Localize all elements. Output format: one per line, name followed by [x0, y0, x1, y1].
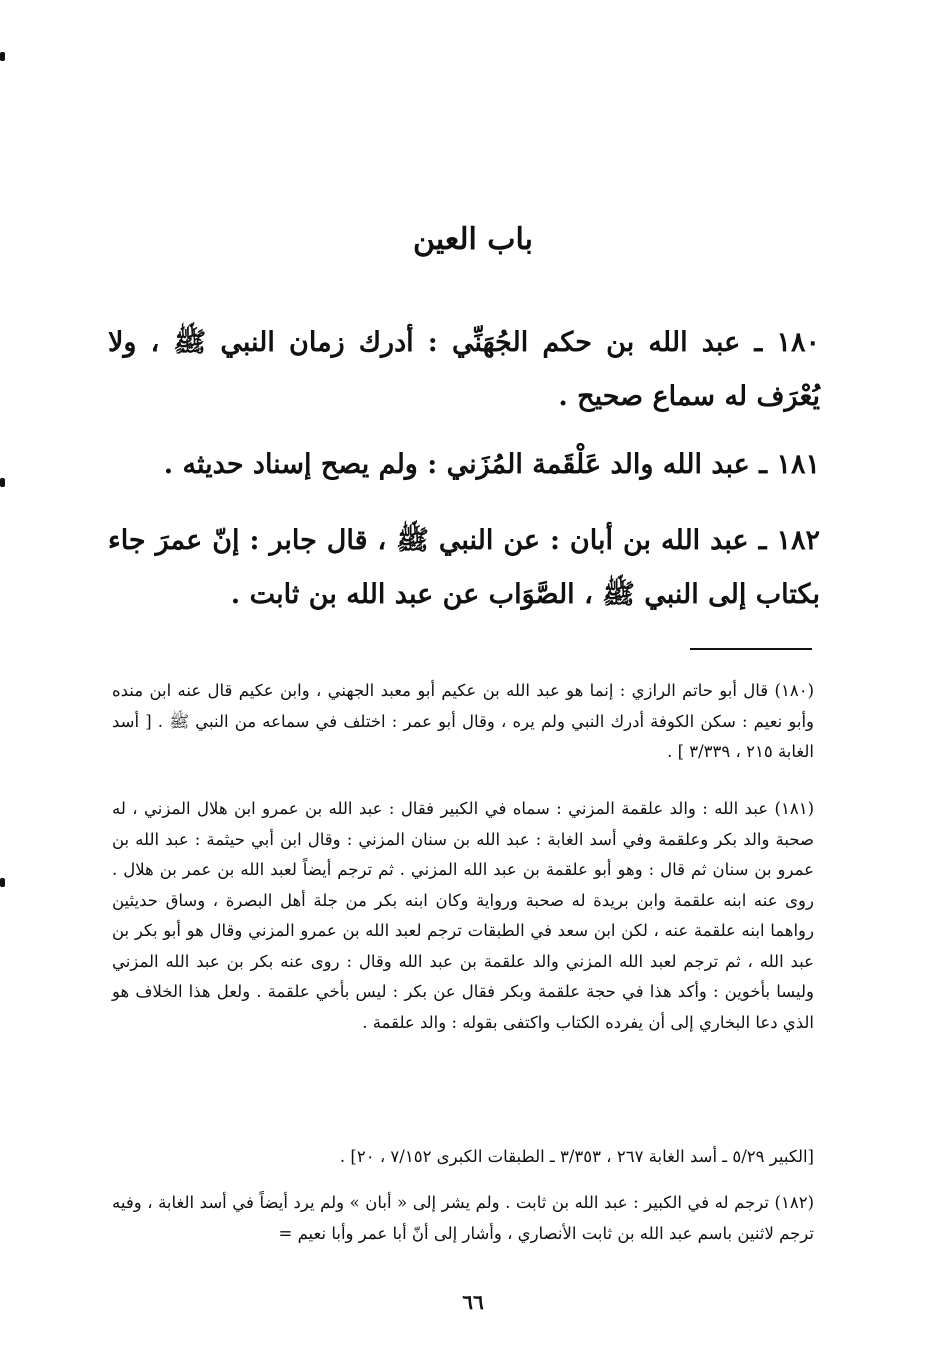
page-number: ٦٦ — [462, 1290, 484, 1314]
entry-text: ١٨١ ـ عبد الله والد عَلْقَمة المُزَني : ولم يصح إسناد حديثه . — [163, 449, 820, 480]
entry-text: ١٨٠ ـ عبد الله بن حكم الجُهَنِّي : أدرك زمان النبي ﷺ ، ولا يُعْرَف له سماع صحيح . — [108, 327, 820, 412]
entry-182 — [108, 514, 820, 622]
chapter-title: باب العين — [412, 222, 533, 257]
scan-edge-mark — [0, 478, 5, 487]
footnote-text: (١٨٢) ترجم له في الكبير : عبد الله بن ثابت . ولم يشر إلى « أبان » ولم يرد أيضاً في أسد الغابة ، وفيه ترجم لاثنين باسم عبد الله بن ثابت الأنصاري ، وأشار إلى أنّ أبا عمر وأبا نعيم = — [112, 1193, 814, 1243]
footnote-text: [الكبير ٥/٢٩ ـ أسد الغابة ٢٦٧ ، ٣/٣٥٣ ـ الطبقات الكبرى ٧/١٥٢ ، ٢٠] . — [339, 1147, 814, 1166]
footnote-180 — [112, 676, 814, 768]
footnote-separator — [690, 648, 812, 650]
entry-181 — [108, 438, 820, 492]
footnote-181-references — [112, 1142, 814, 1173]
entry-180 — [108, 316, 820, 424]
footnote-text: (١٨٠) قال أبو حاتم الرازي : إنما هو عبد الله بن عكيم أبو معبد الجهني ، وابن عكيم قال عنه ابن منده وأبو نعيم : سكن الكوفة أدرك النبي ولم يره ، وقال أبو عمر : اختلف في سماعه من النبي ﷺ . [ أسد الغابة ٢١٥ ، ٣/٣٣٩ ] . — [112, 681, 814, 761]
footnote-181 — [112, 794, 814, 1038]
scan-edge-mark — [0, 52, 5, 61]
entry-text: ١٨٢ ـ عبد الله بن أبان : عن النبي ﷺ ، قال جابر : إنّ عمرَ جاء بكتاب إلى النبي ﷺ ، الصَّوَاب عن عبد الله بن ثابت . — [108, 525, 820, 610]
scan-edge-mark — [0, 878, 5, 887]
footnote-182 — [112, 1188, 814, 1249]
footnote-text: (١٨١) عبد الله : والد علقمة المزني : سماه في الكبير فقال : عبد الله بن عمرو ابن هلال المزني ، له صحبة والد بكر وعلقمة وفي أسد الغابة : عبد الله بن سنان المزني : وقال ابن أبي حيثمة : عبد الله بن عمرو بن سنان ثم قال : وهو أبو علقمة بن عبد الله المزني . ثم ترجم أيضاً لعبد الله بن عمر بن هلال . روى عنه ابنه علقمة وابن بريدة له صحبة ورواية وكان ابنه بكر من جلة أهل البصرة ، وساق حديثين رواهما ابنه علقمة عنه ، لكن ابن سعد في الطبقات ترجم لعبد الله بن عمرو المزني وقال هو أبو بكر بن عبد الله ، ثم ترجم لعبد الله المزني والد علقمة بن عبد الله وقال : روى عنه بكر بن عبد الله المزني وليسا بأخوين : وأكد هذا في حجة علقمة وبكر فقال عن بكر : ليس بأخي علقمة . ولعل هذا الخلاف هو الذي دعا البخاري إلى أن يفرده الكتاب واكتفى بقوله : والد علقمة . — [112, 799, 814, 1032]
